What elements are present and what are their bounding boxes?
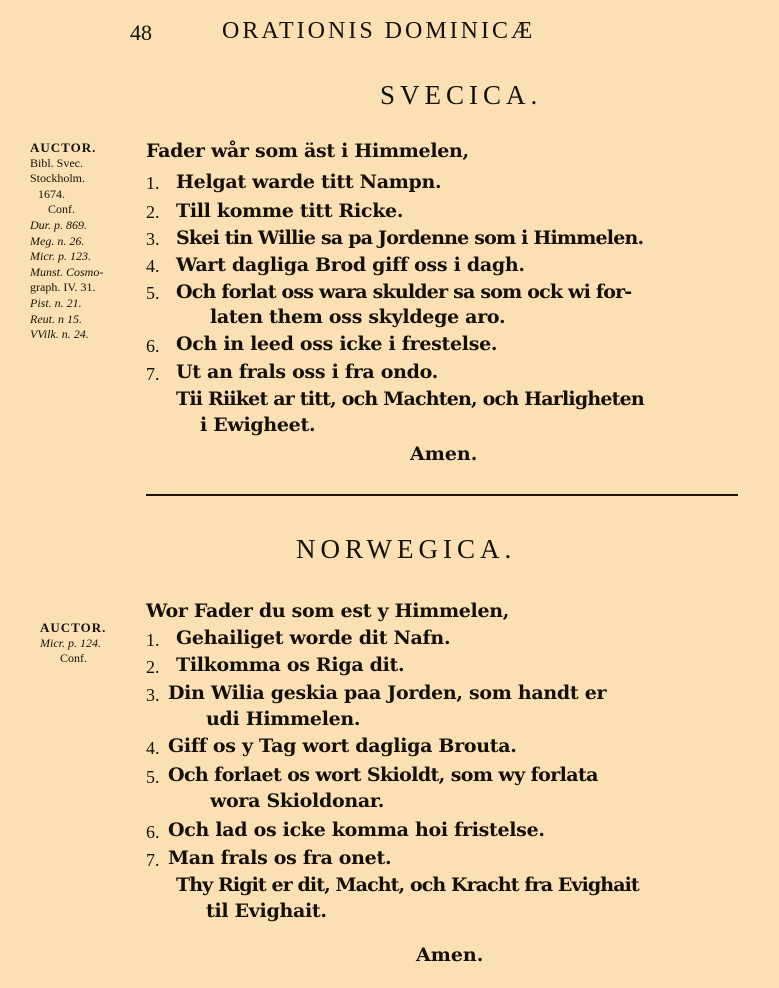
prayer-line: Gehailiget worde dit Nafn.: [176, 627, 451, 649]
prayer-line: Wart dagliga Brod giff oss i dagh.: [176, 254, 525, 276]
petition-number: 4.: [146, 256, 160, 276]
auctor-line: 1674.: [38, 186, 65, 201]
prayer-line: Man frals os fra onet.: [168, 847, 392, 869]
prayer-line: Giff os y Tag wort dagliga Brouta.: [168, 735, 517, 757]
auctor-heading: AUCTOR.: [40, 620, 107, 635]
amen: Amen.: [410, 443, 478, 465]
running-title: ORATIONIS DOMINICÆ: [222, 18, 536, 44]
auctor-line: Stockholm.: [30, 171, 86, 186]
petition-number: 2.: [146, 657, 160, 677]
prayer-line: Wor Fader du som est y Himmelen,: [146, 600, 510, 622]
auctor-line: Meg. n. 26.: [30, 233, 85, 248]
prayer-line: Din Wilia geskia paa Jorden, som handt er: [168, 682, 607, 704]
auctor-line: Micr. p. 123.: [30, 249, 91, 264]
petition-number: 5.: [146, 283, 160, 303]
prayer-line: Och lad os icke komma hoi fristelse.: [168, 819, 545, 841]
prayer-line: Och forlaet os wort Skioldt, som wy forlata: [168, 764, 598, 786]
auctor-line: Bibl. Svec.: [30, 155, 83, 170]
auctor-line: Conf.: [60, 651, 87, 666]
petition-number: 2.: [146, 202, 160, 222]
prayer-line: Fader wår som äst i Himmelen,: [146, 140, 469, 162]
auctor-line: Conf.: [48, 202, 75, 217]
norwegica-title: NORWEGICA.: [296, 534, 517, 564]
petition-number: 1.: [146, 173, 160, 193]
prayer-line: Tilkomma os Riga dit.: [176, 654, 405, 676]
svecica-title: SVECICA.: [380, 80, 543, 110]
doxology-line: til Evighait.: [206, 900, 327, 922]
prayer-line: udi Himmelen.: [206, 708, 361, 730]
auctor-line: Munst. Cosmo-: [30, 264, 104, 279]
petition-number: 5.: [146, 767, 160, 787]
prayer-line: Ut an frals oss i fra ondo.: [176, 361, 438, 383]
auctor-heading: AUCTOR.: [30, 140, 97, 155]
petition-number: 6.: [146, 336, 160, 356]
auctor-line: Reut. n 15.: [30, 311, 82, 326]
doxology-line: i Ewigheet.: [200, 414, 316, 436]
doxology-line: Thy Rigit er dit, Macht, och Kracht fra Evighait: [176, 874, 639, 896]
prayer-line: Helgat warde titt Nampn.: [176, 171, 442, 193]
petition-number: 4.: [146, 738, 160, 758]
petition-number: 6.: [146, 822, 160, 842]
prayer-line: Och in leed oss icke i frestelse.: [176, 333, 498, 355]
prayer-line: wora Skioldonar.: [210, 790, 385, 812]
doxology-line: Tii Riiket ar titt, och Machten, och Harligheten: [176, 388, 644, 410]
auctor-line: graph. IV. 31.: [30, 280, 96, 295]
petition-number: 7.: [146, 850, 160, 870]
prayer-line: laten them oss skyldege aro.: [210, 306, 506, 328]
svecica-auctor-note: [30, 140, 103, 343]
petition-number: 1.: [146, 630, 160, 650]
auctor-line: VVilk. n. 24.: [30, 327, 89, 342]
norwegica-auctor-note: [40, 620, 106, 667]
section-divider: [146, 494, 738, 496]
auctor-line: Dur. p. 869.: [30, 217, 88, 232]
petition-number: 3.: [146, 229, 160, 249]
petition-number: 3.: [146, 685, 160, 705]
prayer-line: Till komme titt Ricke.: [176, 200, 404, 222]
auctor-line: Pist. n. 21.: [30, 295, 82, 310]
prayer-line: Och forlat oss wara skulder sa som ock wi for-: [176, 281, 632, 303]
petition-number: 7.: [146, 364, 160, 384]
prayer-line: Skei tin Willie sa pa Jordenne som i Himmelen.: [176, 227, 644, 249]
amen: Amen.: [416, 944, 484, 966]
page-number: 48: [130, 20, 152, 45]
auctor-line: Micr. p. 124.: [40, 635, 101, 650]
